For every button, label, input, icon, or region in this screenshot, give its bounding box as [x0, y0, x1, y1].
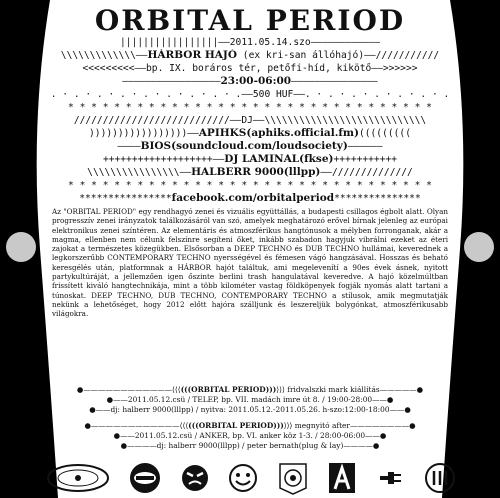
event-2-title: ●————————————⟨⟨⟨(((ORBITAL PERIOD)))⟩⟩⟩ megnyitó after————————● — [84, 421, 416, 430]
price-line: . · . · . · . · . · . · . · . · .——500 HUF——. · . · . · . · . · . · . — [50, 89, 450, 100]
event-1-line1: ●——2011.05.12.csü / TELEP, bp. VII. madách imre út 8. / 19:00-28:00——● — [106, 395, 394, 404]
date-line: |||||||||||||||||——2011.05.14.szo———————————— — [120, 37, 380, 48]
dj-line-3: +++++++++++++++++++——DJ LAMINAL(fkse)+++++++++++ — [102, 153, 398, 165]
star-divider: * * * * * * * * * * * * * * * * * * * * * * * * * * * * * * * * — [68, 102, 432, 113]
flyer-content — [44, 0, 456, 451]
harbor-badge-logo — [276, 460, 310, 496]
event-1-title: ●————————————⟨⟨⟨(((ORBITAL PERIOD)))⟩⟩⟩ fridvalszki mark kiállítás—————● — [76, 385, 424, 394]
right-grey-circle — [464, 232, 494, 262]
dj-line-2: ————BIOS(soundcloud.com/loudsociety)—————— — [117, 140, 383, 152]
harbor-logo — [128, 461, 162, 495]
smiley-logo — [228, 463, 258, 493]
event-2-line2: ●————dj: halberr 9000(lllpp) / peter bernath(plug & lay)————● — [120, 441, 380, 450]
time-line: —————————————————23:00-06:00——————————————— — [122, 75, 378, 87]
sponsor-logos — [46, 458, 456, 498]
orbital-period-logo — [46, 463, 110, 493]
location-line: <<<<<<<<<——bp. IX. boráros tér, petőfi-híd, kikötő——>>>>>> — [82, 63, 418, 74]
dj-line-1: )))))))))))))))))——APIHKS(aphiks.official.fm)((((((((( — [89, 127, 411, 139]
star-divider-2: * * * * * * * * * * * * * * * * * * * * * * * * * * * * * * * * — [68, 180, 432, 191]
angry-face-logo — [180, 463, 210, 493]
description-text: Az "ORBITAL PERIOD" egy rendhagyó zenei és vizuális együttállás, a budapesti csillagos égbolt alatt. Olyan progresszív zenei irányzatok találkozásáról van szó, amelyek meghatározó erővel bírnak jelenleg az európai elektronikus zenei színtéren. Az elementáris és atmoszférikus hangtónusok a mélyben forronganak, akár a magma, ellenben nem célunk felszínre segíteni őket, inkább szabadon hagyjuk vibrálni ezeket az éteri zajokat a természetes közegükben. Elsősorban a DEEP TECHNO és DUB TECHNO hullámai, keverednek a legkorszerűbb CONTEMPORARY TECHNO nyersségével és fémesen vágó hangzásával. Hosszas és beható keresgélés után, platformnak a HÁRBOR hajót találtuk, ami megelevenítí a 90es évek ásnek, nyitott partykultúráját, a jellemzően igen őszinte berlini trash hangulatával keveredve. A hajó közelmúltban frissített kiváló hangtechnikája, mint a több kilométer vastag földköpenyek fogják nyomás alatt tartani a túnoskat. DEEP TECHNO, DUB TECHNO, CONTEMPORARY TECHNO a stílusok, amik megmutatják nekünk a lehetőséget, hogy 2012 előtt hajóra szálljunk és leszereljük bolygónkat, atmoszférikusabb világokra. — [52, 207, 448, 319]
venue-line: \\\\\\\\\\\\\——HÁRBOR HAJÓ (ex kri-san állóhajó)——/////////// — [60, 49, 440, 61]
dj-heading-line: ///////////////////////////——DJ——\\\\\\\\\\\\\\\\\\\\\\\\\\\\ — [73, 115, 427, 126]
dj-line-4: \\\\\\\\\\\\\\\\——HALBERR 9000(lllpp)——////////////// — [87, 166, 413, 178]
page-title: ORBITAL PERIOD — [94, 4, 406, 37]
event-2-line1: ●——2011.05.12.csü / ANKER, bp. VI. anker köz 1-3. / 28:00-06:00——● — [113, 431, 387, 440]
lllpp-logo — [424, 462, 456, 494]
facebook-line: ****************facebook.com/orbitalperiod*************** — [79, 192, 421, 204]
plug-logo — [374, 462, 406, 494]
event-1-line2: ●——dj: halberr 9000(lllpp) / nyitva: 2011.05.12.-2011.05.26. h-szo:12:00-18:00——● — [89, 405, 411, 414]
left-grey-circle — [6, 232, 36, 262]
a-logo — [328, 462, 356, 494]
